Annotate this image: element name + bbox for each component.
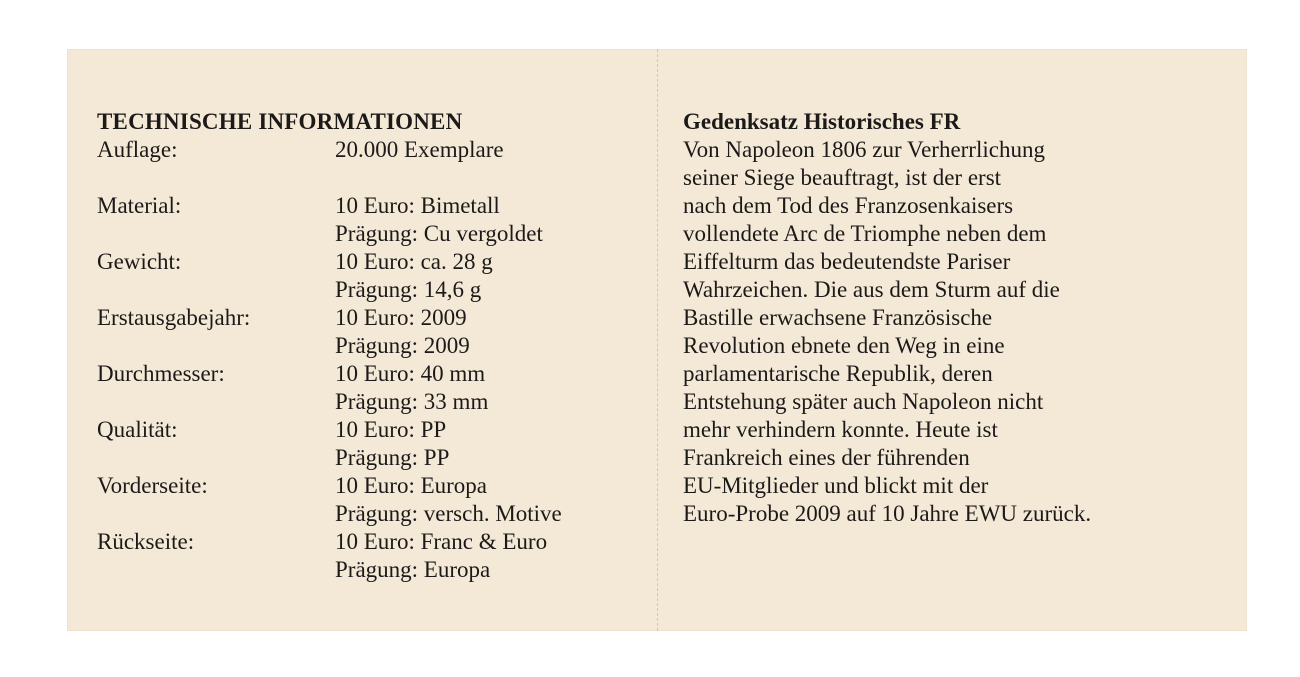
spec-value: 10 Euro: 40 mm [335,361,486,386]
description-line: nach dem Tod des Franzosenkaisers [683,193,1014,218]
spec-label: Durchmesser: [97,361,225,386]
spec-value: 10 Euro: ca. 28 g [335,249,493,274]
spec-row-durchmesser [97,360,637,416]
spec-row-material [97,192,637,248]
spec-value: 10 Euro: PP [335,417,447,442]
spec-label: Gewicht: [97,249,182,274]
spec-label: Erstausgabejahr: [97,305,251,330]
description-line: Bastille erwachsene Französische [683,305,993,330]
spec-row-rueckseite [97,528,637,584]
spec-values [335,136,504,164]
description-heading: Gedenksatz Historisches FR [683,109,961,134]
spec-table [97,136,637,584]
spec-value: 10 Euro: Franc & Euro [335,529,548,554]
description-line: Euro-Probe 2009 auf 10 Jahre EWU zurück. [683,501,1092,526]
fold-line [657,49,658,631]
spec-label: Auflage: [97,137,178,162]
spec-value: Prägung: PP [335,445,450,470]
spec-row-vorderseite [97,472,637,528]
spec-label: Qualität: [97,417,178,442]
spec-value: 10 Euro: 2009 [335,305,467,330]
description-section [683,108,1228,528]
spec-value: Prägung: 2009 [335,333,470,358]
spec-values [335,528,547,584]
spec-value: Prägung: 14,6 g [335,277,482,302]
spec-row-gewicht [97,248,637,304]
spec-values [335,472,562,528]
description-text [683,136,1228,528]
spec-value: Prägung: Europa [335,557,491,582]
description-line: Wahrzeichen. Die aus dem Sturm auf die [683,277,1060,302]
spec-values [335,360,488,416]
spec-value: 20.000 Exemplare [335,137,504,162]
spec-values [335,304,470,360]
spec-values [335,416,449,472]
spec-value: Prägung: versch. Motive [335,501,562,526]
spec-values [335,248,493,304]
description-line: Entstehung später auch Napoleon nicht [683,389,1044,414]
description-line: Eiffelturm das bedeutendste Pariser [683,249,1011,274]
spec-label: Rückseite: [97,529,195,554]
spec-row-erstausgabejahr [97,304,637,360]
description-line: Revolution ebnete den Weg in eine [683,333,1005,358]
spec-value: Prägung: Cu vergoldet [335,221,543,246]
description-line: mehr verhindern konnte. Heute ist [683,417,998,442]
spec-value: 10 Euro: Europa [335,473,488,498]
spec-row-auflage [97,136,637,164]
spec-label: Material: [97,193,182,218]
description-line: EU-Mitglieder und blickt mit der [683,473,989,498]
spec-row-qualitaet [97,416,637,472]
description-line: parlamentarische Republik, deren [683,361,993,386]
description-line: Von Napoleon 1806 zur Verherrlichung [683,137,1045,162]
description-line: Frankreich eines der führenden [683,445,970,470]
description-line: seiner Siege beauftragt, ist der erst [683,165,1002,190]
spec-values [335,192,543,248]
spec-value: 10 Euro: Bimetall [335,193,500,218]
technical-info-section [97,108,637,584]
technical-info-heading: TECHNISCHE INFORMATIONEN [97,109,463,134]
description-line: vollendete Arc de Triomphe neben dem [683,221,1047,246]
spec-label: Vorderseite: [97,473,208,498]
spec-value: Prägung: 33 mm [335,389,489,414]
spec-spacer [97,164,637,192]
